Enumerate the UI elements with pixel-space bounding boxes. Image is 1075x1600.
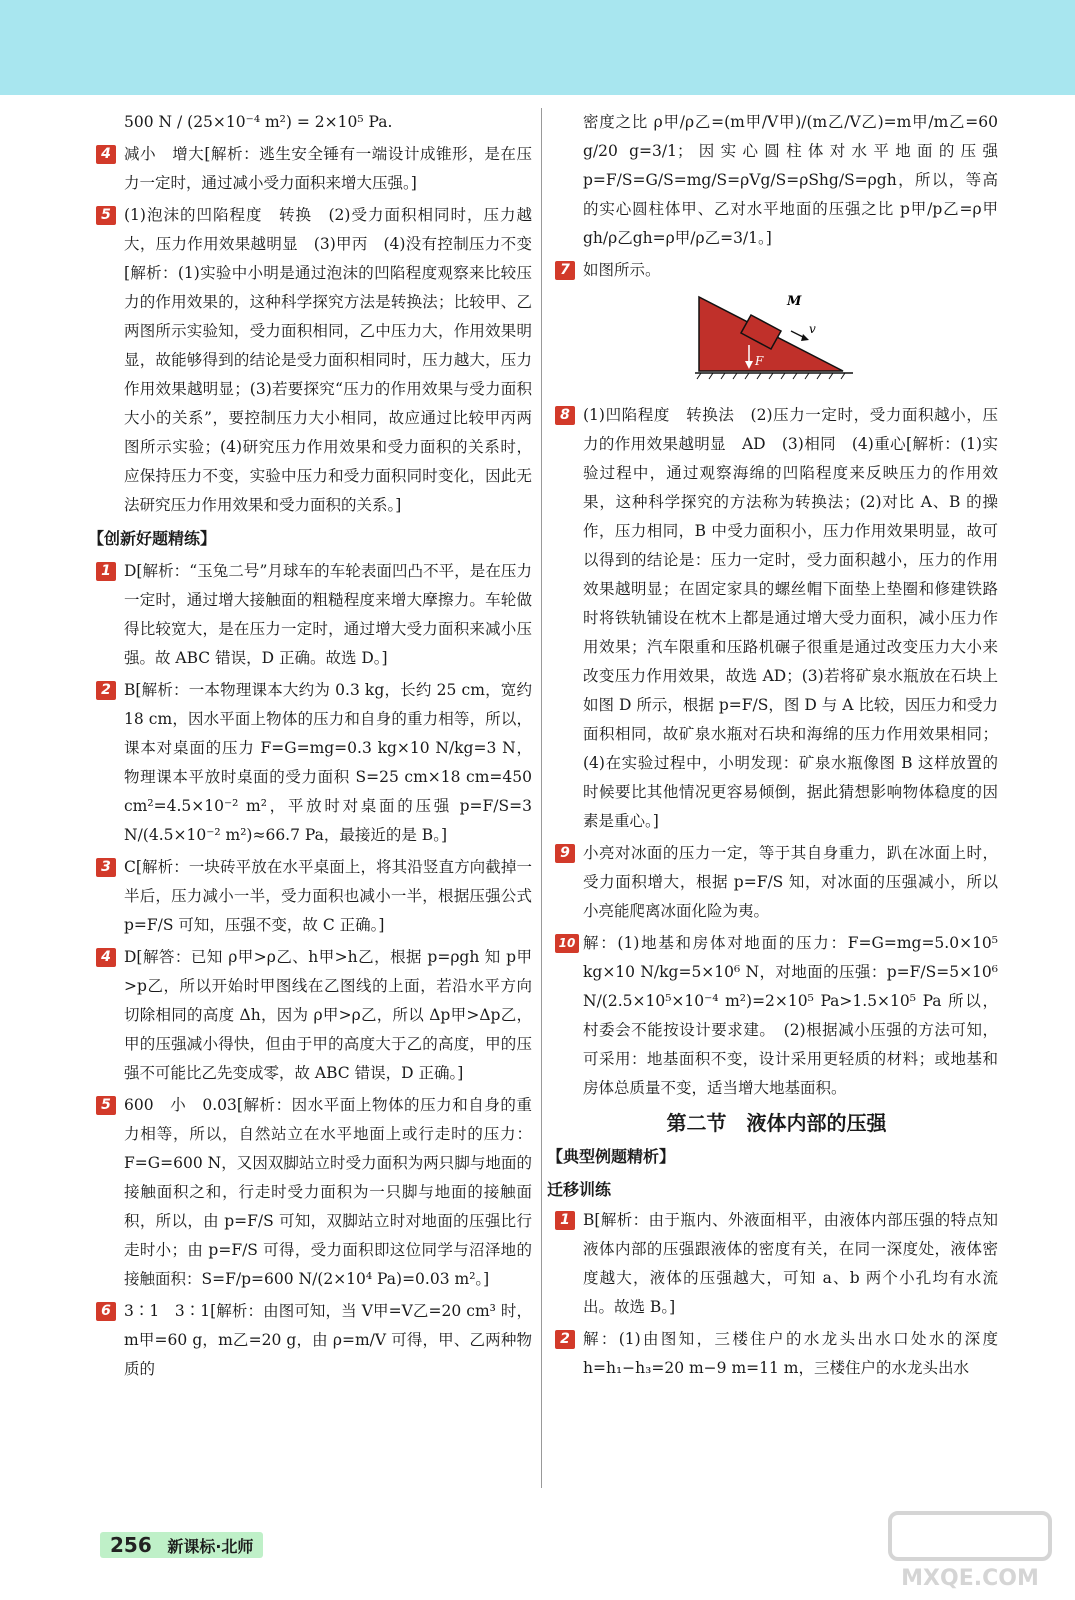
answer-number-badge: 2 — [96, 681, 116, 700]
answer-text: C[解析：一块砖平放在水平桌面上，将其沿竖直方向截掉一半后，压力减小一半，受力面积也减小一半，根据压强公式 p=F/S 可知，压强不变，故 C 正确。] — [124, 858, 532, 934]
answer-item — [555, 1325, 998, 1383]
answer-text: 减小 增大[解析：逃生安全锤有一端设计成锥形，是在压力一定时，通过减小受力面积来增大压强。] — [124, 145, 532, 192]
answer-item — [96, 140, 532, 198]
section-heading: 【典型例题精析】 — [547, 1147, 676, 1166]
answer-number-badge: 4 — [96, 145, 116, 164]
answer-item — [96, 1297, 532, 1384]
answer-number-badge: 1 — [555, 1211, 575, 1230]
page-footer — [100, 1532, 263, 1558]
velocity-arrowhead — [801, 334, 809, 341]
page-number: 256 — [110, 1533, 152, 1557]
answer-number-badge: 8 — [555, 406, 575, 425]
answer-number-badge: 7 — [555, 261, 575, 280]
series-label: 新课标·北师 — [167, 1537, 254, 1556]
answer-item — [555, 401, 998, 836]
answer-text: 解：(1)地基和房体对地面的压力：F=G=mg=5.0×10⁵ kg×10 N/kg=5×10⁶ N，对地面的压强：p=F/S=5×10⁶ N/(2.5×10⁵×10⁻⁴ m²)=2×10⁵ Pa>1.5×10⁵ Pa 所以，村委会不能按设计要求建。 (2)根据减小压强的方法可知，可采用：地基面积不变，设计采用更轻质的材料；或地基和房体总质量不变，适当增大地基面积。 — [583, 934, 998, 1097]
answer-text: D[解答：已知 ρ甲>ρ乙、h甲>h乙，根据 p=ρgh 知 p甲>p乙，所以开始时甲图线在乙图线的上面，若沿水平方向切除相同的高度 Δh，因为 ρ甲>ρ乙，所以 Δp甲>Δp乙，甲的压强减小得快，但由于甲的高度大于乙的高度，甲的压强不可能比乙先变成零，故 ABC 错误，D 正确。] — [124, 948, 532, 1082]
answer-item — [96, 943, 532, 1088]
left-column — [88, 108, 532, 1387]
answer-text: B[解析：一本物理课本大约为 0.3 kg，长约 25 cm，宽约 18 cm，因水平面上物体的压力和自身的重力相等，所以，课本对桌面的压力 F=G=mg=0.3 kg×10 N/kg=3 N，物理课本平放时桌面的受力面积 S=25 cm×18 cm=450 cm²=4.5×10⁻² m²，平放时对桌面的压强 p=F/S=3 N/(4.5×10⁻² m²)≈66.7 Pa，最接近的是 B。] — [124, 681, 532, 844]
label-M: M — [787, 294, 802, 309]
sub-heading: 迁移训练 — [547, 1180, 612, 1199]
answer-text: 600 小 0.03[解析：因水平面上物体的压力和自身的重力相等，所以，自然站立在水平地面上或行走时的压力：F=G=600 N，又因双脚站立时受力面积为两只脚与地面的接触面积之和，行走时受力面积为一只脚与地面的接触面积，所以，由 p=F/S 可知，双脚站立时对地面的压强比行走时小；由 p=F/S 可得，受力面积即这位同学与沼泽地的接触面积：S=F/p=600 N/(2×10⁴ Pa)=0.03 m²。] — [124, 1096, 532, 1288]
answer-number-badge: 3 — [96, 858, 116, 877]
answer-text: 如图所示。 — [583, 261, 661, 279]
answer-item — [96, 557, 532, 673]
answer-number-badge: 4 — [96, 948, 116, 967]
section-title: 第二节 液体内部的压强 — [666, 1111, 887, 1135]
answer-text: 3∶1 3∶1[解析：由图可知，当 V甲=V乙=20 cm³ 时，m甲=60 g，m乙=20 g，由 ρ=m/V 可得，甲、乙两种物质的 — [124, 1302, 532, 1378]
answer-text: B[解析：由于瓶内、外液面相平，由液体内部压强的特点知液体内部的压强跟液体的密度有关，在同一深度处，液体密度越大，液体的压强越大，可知 a、b 两个小孔均有水流出。故选 B。] — [583, 1211, 998, 1316]
answer-item — [555, 929, 998, 1103]
answer-number-badge: 9 — [555, 844, 575, 863]
answer-item — [96, 853, 532, 940]
label-v: v — [809, 322, 816, 336]
answer-number-badge: 6 — [96, 1302, 116, 1321]
answer-number-badge: 2 — [555, 1330, 575, 1349]
watermark-logo — [880, 1505, 1060, 1595]
answer-item — [96, 676, 532, 850]
answer-text: 小亮对冰面的压力一定，等于其自身重力，趴在冰面上时，受力面积增大，根据 p=F/S 知，对冰面的压强减小，所以小亮能爬离冰面化险为夷。 — [583, 844, 998, 920]
answer-text: 解：(1)由图知，三楼住户的水龙头出水口处水的深度 h=h₁−h₃=20 m−9 m=11 m，三楼住户的水龙头出水 — [583, 1330, 998, 1377]
label-F: F — [755, 354, 764, 368]
answer-item — [555, 256, 998, 285]
answer-text: (1)泡沫的凹陷程度 转换 (2)受力面积相同时，压力越大，压力作用效果越明显 (3)甲丙 (4)没有控制压力不变[解析：(1)实验中小明是通过泡沫的凹陷程度观察来比较压力的作用效果的，这种科学探究方法是转换法；比较甲、乙两图所示实验知，受力面积相同，乙中压力大，作用效果明显，故能够得到的结论是受力面积相同时，压力越大，压力作用效果越明显；(3)若要探究“压力的作用效果与受力面积大小的关系”，要控制压力大小相同，故应通过比较甲丙两图所示实验；(4)研究压力作用效果和受力面积的关系时，应保持压力不变，实验中压力和受力面积同时变化，因此无法研究压力作用效果和受力面积的关系。] — [124, 206, 532, 514]
continued-text: 密度之比 ρ甲/ρ乙=(m甲/V甲)/(m乙/V乙)=m甲/m乙=60 g/20 g=3/1；因实心圆柱体对水平地面的压强 p=F/S=G/S=mg/S=ρVg/S=ρShg/S=ρgh，所以，等高的实心圆柱体甲、乙对水平地面的压强之比 p甲/p乙=ρ甲gh/ρ乙gh=ρ甲/ρ乙=3/1。] — [583, 113, 998, 247]
answer-number-badge: 5 — [96, 1096, 116, 1115]
answer-item — [96, 1091, 532, 1294]
continued-formula: 500 N / (25×10⁻⁴ m²) = 2×10⁵ Pa. — [124, 113, 393, 131]
answer-text: D[解析：“玉兔二号”月球车的车轮表面凹凸不平，是在压力一定时，通过增大接触面的粗糙程度来增大摩擦力。车轮做得比较宽大，是在压力一定时，通过增大受力面积来减小压强。故 ABC 错误，D 正确。故选 D。] — [124, 562, 532, 667]
incline-figure — [695, 291, 998, 393]
column-divider — [541, 108, 542, 1488]
incline-diagram — [695, 291, 855, 383]
answer-text: (1)凹陷程度 转换法 (2)压力一定时，受力面积越小，压力的作用效果越明显 AD (3)相同 (4)重心[解析：(1)实验过程中，通过观察海绵的凹陷程度来反映压力的作用效果，这种科学探究的方法称为转换法；(2)对比 A、B 的操作，压力相同，B 中受力面积小，压力作用效果明显，故可以得到的结论是：压力一定时，受力面积越小，压力的作用效果越明显；在固定家具的螺丝帽下面垫上垫圈和修建铁路时将铁轨铺设在枕木上都是通过增大受力面积，减小压力作用效果；汽车限重和压路机碾子很重是通过改变压力大小来改变压力作用效果，故选 AD；(3)若将矿泉水瓶放在石块上如图 D 所示，根据 p=F/S，图 D 与 A 比较，因压力和受力面积相同，故矿泉水瓶对石块和海绵的压力作用效果相同；(4)在实验过程中，小明发现：矿泉水瓶像图 B 这样放置的时候要比其他情况更容易倾倒，据此猜想影响物体稳度的因素是重心。] — [583, 406, 998, 830]
section-heading: 【创新好题精练】 — [88, 529, 217, 548]
svg-text:MXQE.COM: MXQE.COM — [901, 1566, 1039, 1591]
answer-item — [555, 1206, 998, 1322]
top-color-band — [0, 0, 1075, 95]
right-column — [547, 108, 998, 1386]
answer-item — [96, 201, 532, 520]
answer-number-badge: 10 — [555, 934, 579, 953]
answer-number-badge: 5 — [96, 206, 116, 225]
answer-item — [555, 839, 998, 926]
ground-hatching — [697, 373, 845, 379]
answer-number-badge: 1 — [96, 562, 116, 581]
